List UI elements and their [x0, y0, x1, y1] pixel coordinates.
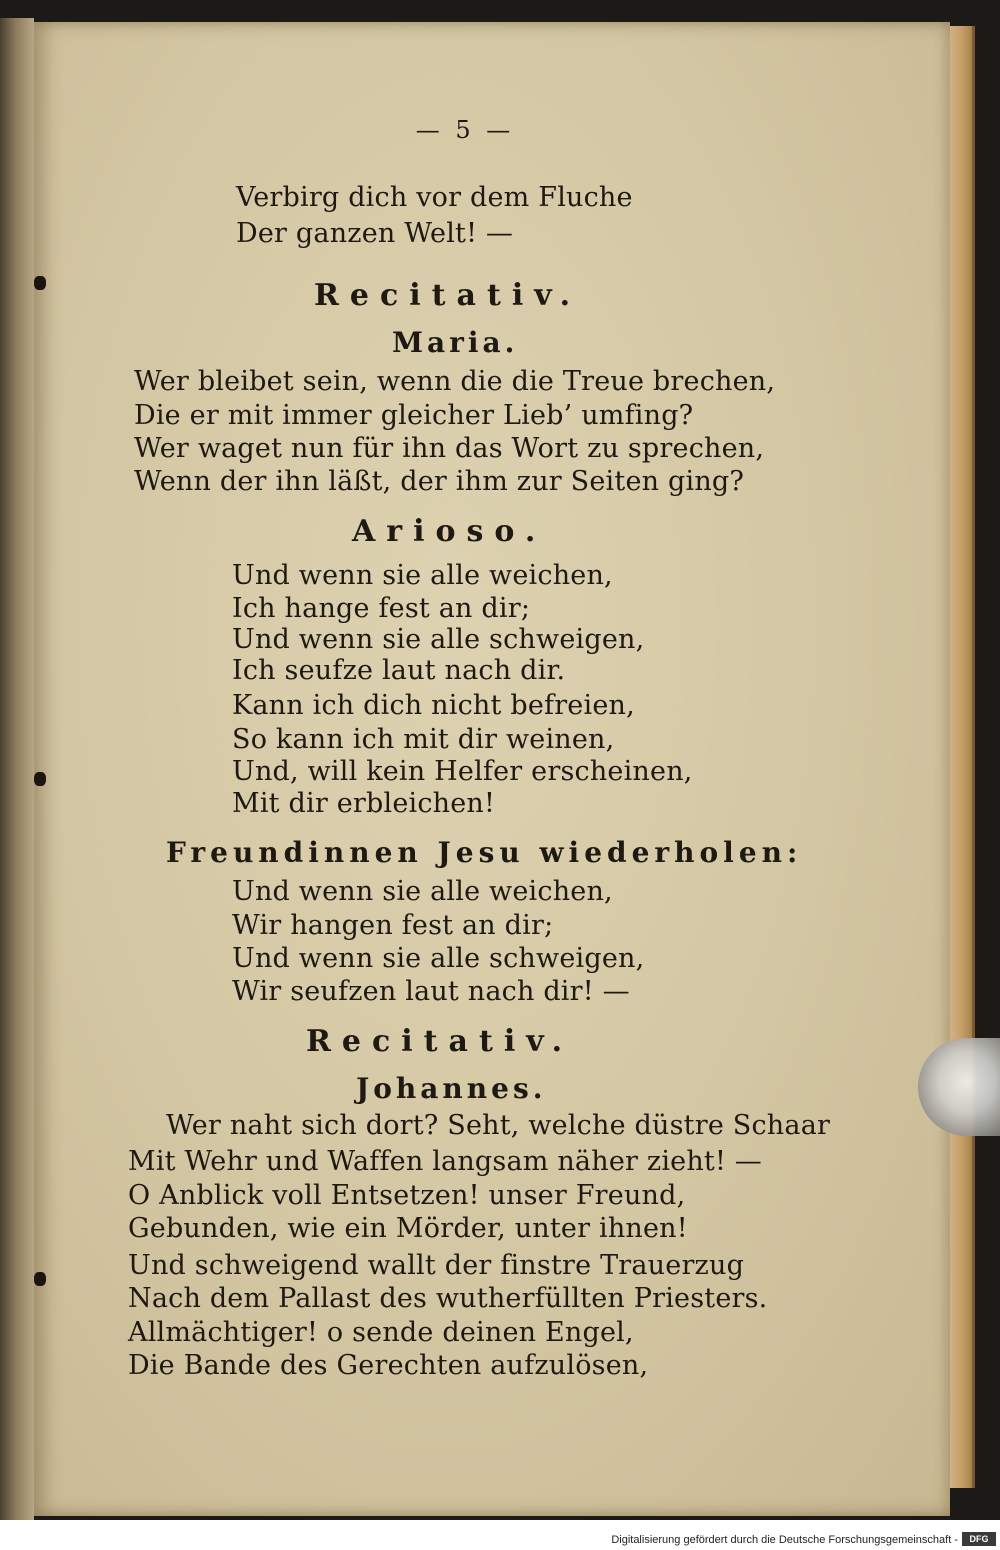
book-page-edge [950, 26, 975, 1488]
binding-stitch [34, 276, 46, 290]
verse-line: Wer waget nun für ihn das Wort zu sprechen, [134, 433, 765, 464]
binding-stitch [34, 772, 46, 786]
binding-stitch [34, 1272, 46, 1286]
verse-line: Und, will kein Helfer erscheinen, [232, 756, 693, 787]
verse-line: Der ganzen Welt! — [236, 218, 514, 249]
previous-page-edge [0, 18, 34, 1520]
verse-line: Und wenn sie alle weichen, [232, 560, 613, 591]
verse-line: Mit Wehr und Waffen langsam näher zieht! — [128, 1146, 763, 1177]
speaker-name: Freundinnen Jesu wiederholen: [166, 836, 803, 869]
verse-line: Nach dem Pallast des wutherfüllten Priesters. [128, 1283, 768, 1314]
section-heading: Recitativ. [306, 1024, 574, 1059]
verse-line: Wir seufzen laut nach dir! — [232, 976, 630, 1007]
verse-line: Kann ich dich nicht befreien, [232, 690, 635, 721]
verse-line: Gebunden, wie ein Mörder, unter ihnen! [128, 1213, 688, 1244]
section-heading: Recitativ. [314, 278, 582, 313]
verse-line: Mit dir erbleichen! [232, 788, 496, 819]
verse-line: Ich seufze laut nach dir. [232, 655, 566, 686]
verse-line: Ich hange fest an dir; [232, 593, 531, 624]
speaker-name: Johannes. [356, 1072, 547, 1105]
verse-line: So kann ich mit dir weinen, [232, 724, 615, 755]
verse-line: Und schweigend wallt der finstre Trauerzug [128, 1250, 745, 1281]
verse-line: Wer naht sich dort? Seht, welche düstre Schaar [166, 1110, 831, 1141]
dfg-logo: DFG [962, 1532, 996, 1546]
verse-line: Wir hangen fest an dir; [232, 910, 554, 941]
verse-line: O Anblick voll Entsetzen! unser Freund, [128, 1180, 686, 1211]
verse-line: Die Bande des Gerechten aufzulösen, [128, 1350, 649, 1381]
verse-line: Und wenn sie alle schweigen, [232, 943, 645, 974]
verse-line: Wenn der ihn läßt, der ihm zur Seiten ging? [134, 466, 745, 497]
verse-line: Und wenn sie alle weichen, [232, 876, 613, 907]
verse-line: Und wenn sie alle schweigen, [232, 624, 645, 655]
verse-line: Allmächtiger! o sende deinen Engel, [128, 1317, 634, 1348]
verse-line: Die er mit immer gleicher Lieb’ umfing? [134, 400, 694, 431]
verse-line: Wer bleibet sein, wenn die die Treue brechen, [134, 366, 776, 397]
page-number: — 5 — [415, 116, 515, 144]
verse-line: Verbirg dich vor dem Fluche [236, 182, 633, 213]
speaker-name: Maria. [392, 326, 519, 359]
funding-credit: Digitalisierung gefördert durch die Deutsche Forschungsgemeinschaft - [611, 1534, 958, 1546]
section-heading: Arioso. [352, 514, 547, 549]
